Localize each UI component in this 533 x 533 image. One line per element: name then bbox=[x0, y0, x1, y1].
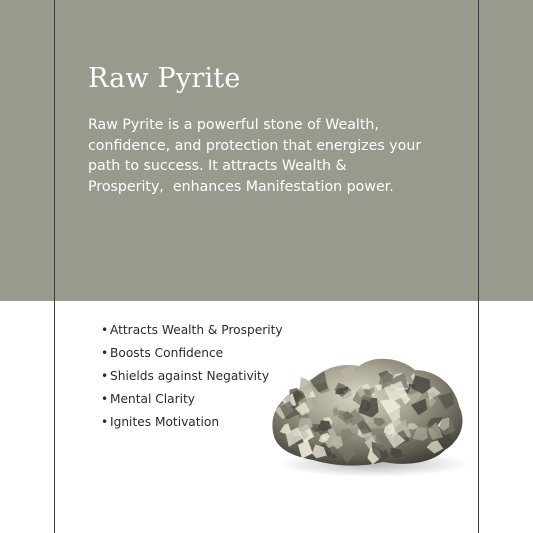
benefit-label: Attracts Wealth & Prosperity bbox=[110, 323, 283, 337]
bullet-icon: • bbox=[101, 323, 109, 337]
left-frame-line bbox=[54, 0, 55, 533]
product-title: Raw Pyrite bbox=[88, 63, 241, 94]
benefit-label: Boosts Confidence bbox=[110, 346, 224, 360]
product-description: Raw Pyrite is a powerful stone of Wealth, confidence, and protection that energizes your path to success. It attracts Wealth & Prosperity, enhances Manifestation power. bbox=[88, 117, 422, 195]
bullet-icon: • bbox=[101, 392, 109, 406]
pyrite-stone-image bbox=[255, 340, 475, 490]
benefit-label: Shields against Negativity bbox=[110, 369, 270, 383]
bullet-icon: • bbox=[101, 415, 109, 429]
benefit-label: Mental Clarity bbox=[110, 392, 195, 406]
right-frame-line bbox=[478, 0, 479, 533]
bullet-icon: • bbox=[101, 369, 109, 383]
benefit-label: Ignites Motivation bbox=[110, 415, 220, 429]
bullet-icon: • bbox=[101, 346, 109, 360]
